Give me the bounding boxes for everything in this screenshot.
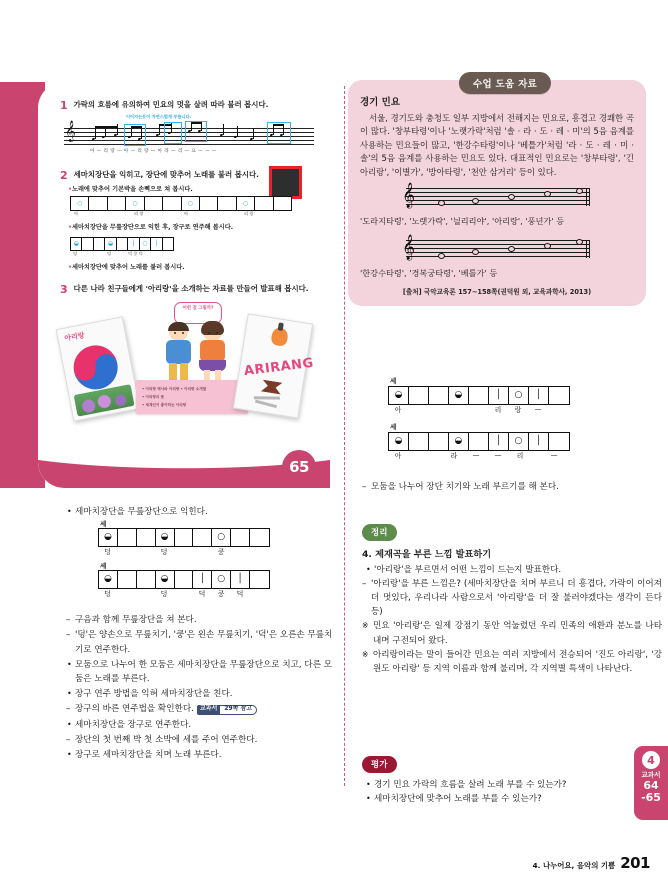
- poster-right-title: ARIRANG: [243, 355, 315, 380]
- list-item: • 모둠으로 나누어 한 모둠은 세마치장단을 무릎장단으로 치고, 다른 모둠은 노래를 부른다.: [66, 658, 338, 686]
- rhythm-label: —: [534, 405, 542, 413]
- rhythm-grid-2: [388, 432, 570, 451]
- rhythm-mark-2: 세: [100, 562, 106, 571]
- score-highlight-1: [124, 124, 146, 146]
- inset-item-2-number: 2: [60, 169, 68, 182]
- note-sol: [576, 239, 583, 245]
- poster-arirang-korean: [56, 316, 141, 421]
- rhythm-cell: │: [231, 571, 250, 588]
- help-card-pill-label: 수업 도움 자료: [459, 72, 551, 94]
- summary-line: ※ 아리랑이라는 말이 들어간 민요는 여러 지방에서 전승되어 '진도 아리랑', '강원도 아리랑' 등 지역 이름과 함께 불리며, 각 지역별 특색이 나타난다.: [362, 648, 662, 676]
- janggu-body-illustration: [261, 380, 283, 395]
- list-item-with-ref: [66, 702, 338, 716]
- rhythm-cell: ◒: [99, 529, 118, 546]
- footer-chapter: 4. 나누어요, 음악의 기쁨: [532, 861, 616, 870]
- rhythm-cell: ◒: [389, 387, 409, 404]
- evaluation-item: • 세마치장단에 맞추어 노래를 부를 수 있는가?: [365, 792, 652, 806]
- note-sol: [438, 200, 445, 206]
- unit-side-tab[interactable]: [634, 746, 668, 820]
- speech-bubble-text: 어떤 걸 그릴까?: [182, 306, 214, 311]
- rhythm-cell: │: [193, 571, 212, 588]
- rhythm-label: —: [472, 451, 480, 459]
- rhythm-cell: │: [529, 433, 549, 450]
- taegeuk-symbol: [70, 342, 122, 394]
- inset-item-3: [60, 284, 324, 295]
- inset-grid1-label-2: 아: [184, 211, 189, 216]
- reference-tag-label: 교과서: [197, 705, 220, 715]
- list-item: – 구음과 함께 무릎장단을 쳐 본다.: [66, 613, 338, 627]
- rhythm-cell: [175, 529, 194, 546]
- list-item: – 장단의 첫 번째 박 첫 소박에 세를 주어 연주한다.: [66, 733, 338, 747]
- rhythm-cell: ○: [212, 571, 231, 588]
- rhythm-cell: ○: [509, 387, 529, 404]
- inset-sub-1-text: 노래에 맞추어 기본박을 손뼉으로 쳐 봅시다.: [71, 186, 193, 193]
- rhythm-labels-1: [98, 547, 270, 558]
- help-card-source: [출처] 국악교육론 157~158쪽(권덕원 외, 교육과학사, 2013): [402, 288, 592, 297]
- rhythm-cell: ◒: [389, 433, 409, 450]
- rhythm-cell: [429, 433, 449, 450]
- rhythm-label: 덩: [160, 548, 168, 557]
- inset-staff-1: [64, 114, 314, 154]
- note-mi: [544, 243, 551, 249]
- unit-number-badge: 4: [642, 751, 660, 769]
- right-rhythm-block-1: [388, 377, 570, 416]
- bullet-dot-icon: •: [68, 224, 72, 231]
- note-do: [508, 194, 515, 200]
- rhythm-cell: [250, 571, 269, 588]
- rhythm-cell: [231, 529, 250, 546]
- rhythm-cell: [118, 529, 137, 546]
- rhythm-labels-2: [98, 589, 270, 600]
- inset-sub-2-text: 세마치장단을 무릎장단으로 익힌 후, 장구로 연주해 봅시다.: [71, 224, 234, 231]
- inset-item-1-number: 1: [60, 99, 68, 112]
- rhythm-labels-2: [388, 451, 570, 462]
- rhythm-label: 리: [494, 406, 502, 414]
- kid-boy: [162, 324, 196, 386]
- rhythm-label: 리: [516, 452, 524, 460]
- textbook-inset-inner: [38, 82, 330, 488]
- right-rhythm-block-2: [388, 423, 570, 462]
- rhythm-cell: ◒: [449, 433, 469, 450]
- rhythm-label: 쿵: [217, 590, 225, 599]
- help-resource-card: [348, 80, 646, 306]
- inset-rhythm-grid-1: ○ ○ ○ ○: [70, 196, 292, 211]
- side-tab-page-from: 64: [643, 779, 659, 792]
- rhythm-label: 덩: [160, 590, 168, 599]
- page-footer: [532, 854, 650, 872]
- list-item: • 장구로 세마치장단을 치며 노래 부른다.: [66, 748, 338, 762]
- help-staff-2: [360, 237, 634, 263]
- list-item: – '덩'은 양손으로 무릎치기, '쿵'은 왼손 무릎치기, '덕'은 오른손 무릎치기로 연주한다.: [66, 628, 338, 656]
- rhythm-label: 라: [450, 452, 458, 460]
- left-rhythm-block-2: [98, 562, 270, 600]
- list-item: • 세마치장단을 장구로 연주한다.: [66, 718, 338, 732]
- poster-left-title: 아리랑: [63, 331, 86, 343]
- rhythm-label: 덩: [104, 590, 111, 599]
- reference-tag-value: 29쪽 참고: [220, 705, 257, 715]
- inset-item-1: [60, 100, 320, 111]
- evaluation-pill-label: 평가: [362, 756, 397, 773]
- left-column-body: [66, 505, 338, 763]
- rhythm-cell: [469, 387, 489, 404]
- inset-grid2-label-1: 덩: [107, 251, 112, 256]
- note-do: [472, 249, 479, 255]
- score-highlight-2: [164, 122, 182, 144]
- help-staff-2-caption: '한강수타령', '경복궁타령', '베틀가' 등: [360, 268, 498, 279]
- summary-section: [362, 520, 662, 676]
- right-column: [342, 0, 668, 886]
- list-item: • 장구 연주 방법을 익혀 세마치장단을 친다.: [66, 687, 338, 701]
- rhythm-cell: │: [489, 387, 509, 404]
- rhythm-label: 덩: [104, 548, 111, 557]
- evaluation-item: • 경기 민요 가락의 흐름을 살려 노래 부를 수 있는가?: [365, 778, 652, 792]
- rhythm-label: 덕: [236, 590, 244, 599]
- rhythm-grid-2: [98, 570, 270, 589]
- inset-lyrics-1: 아 — 리 랑 — 아 — 리 랑 — 아 라 — 리 — 요 — — —: [90, 149, 217, 154]
- inset-sub-2: [68, 224, 233, 232]
- info-banner: [136, 380, 248, 414]
- rhythm-cell: ◒: [156, 529, 175, 546]
- arirang-illustration: [56, 300, 314, 430]
- rhythm-label: 아: [394, 406, 402, 414]
- rhythm-cell: │: [529, 387, 549, 404]
- rhythm-cell: [429, 387, 449, 404]
- inset-sub-3-text: 세마치장단에 맞추어 노래를 불러 봅시다.: [71, 264, 185, 271]
- rhythm-labels-1: [388, 405, 570, 416]
- poster-arirang-english: [233, 313, 313, 418]
- help-staff-1-caption: '도라지타령', '노랫가락', '늴리리야', '아리랑', '풍년가' 등: [360, 216, 565, 227]
- inset-grid1-label-3: 리 랑: [244, 211, 254, 216]
- inset-item-3-number: 3: [60, 283, 68, 296]
- score-highlight-3: [185, 121, 207, 142]
- footer-page-number: 201: [620, 854, 650, 872]
- help-card-body: 서울, 경기도와 충청도 일부 지방에서 전해지는 민요로, 흥겹고 경쾌한 곡이 많다. '창부타령'이나 '노랫가락'처럼 '솔 · 라 · 도 · 레 · 미'의 5음 음계를 사용하는 민요들이 많고, '한강수타령'이나 '베틀가'처럼 '라 · 도 · 레 · 미 · 솔'의 5음 음계를 사용하는 민요도 있다. 대표적인 민요로는 '창부타령', '긴아리랑', '이별가', '방아타령', '천안 삼거리' 등이 있다.: [360, 113, 634, 177]
- treble-clef-icon: 𝄞: [402, 235, 416, 261]
- score-highlight-4: [267, 122, 291, 144]
- rhythm-cell: ○: [509, 433, 529, 450]
- inset-page-number: 65: [282, 450, 316, 484]
- reference-tag[interactable]: [197, 705, 257, 715]
- inset-grid1-label-1: 리 랑: [134, 211, 144, 216]
- bullet-dot-icon: •: [68, 264, 72, 271]
- rhythm-cell: [549, 433, 569, 450]
- summary-line: – '아리랑'을 부른 느낌은? (세마치장단을 치며 부르니 더 흥겹다, 가락이 이어져 더 멋있다, 우리나라 사람으로서 '아리랑'을 더 잘 불러야겠다는 생각이 든다 등): [362, 577, 662, 620]
- side-tab-page-to: -65: [641, 791, 661, 804]
- rhythm-cell: [175, 571, 194, 588]
- note-re: [544, 191, 551, 197]
- kid-girl: [196, 324, 230, 386]
- rhythm-cell: [549, 387, 569, 404]
- inset-item-1-text: 가락의 흐름에 유의하여 민요의 멋을 살려 따라 불러 봅시다.: [73, 100, 269, 109]
- red-attention-marker: [269, 166, 302, 199]
- score-annotation: 이어지는듯이 자연스럽게 부릅니다.: [126, 114, 192, 119]
- summary-line: ※ 민요 '아리랑'은 일제 강점기 동안 억눌렸던 우리 민족의 애환과 분노를 나타내며 구전되어 왔다.: [362, 619, 662, 647]
- inset-sub-1: [68, 186, 193, 194]
- treble-clef-icon: 𝄞: [65, 121, 76, 142]
- rhythm-cell: [118, 571, 137, 588]
- rhythm-cell: [137, 529, 156, 546]
- inset-sub-3: [68, 264, 185, 272]
- inset-item-2-text: 세마치장단을 익히고, 장단에 맞추어 노래를 불러 봅시다.: [73, 170, 259, 179]
- rhythm-cell: [137, 571, 156, 588]
- rhythm-mark-1: 세: [390, 377, 396, 385]
- treble-clef-icon: 𝄞: [402, 183, 416, 209]
- summary-heading: 4. 제재곡을 부른 느낌 발표하기: [362, 548, 492, 560]
- inset-grid2-label-2: 덕 쿵 덕: [128, 251, 143, 256]
- left-rhythm-block-1: [98, 520, 270, 558]
- rhythm-grid-1: [388, 386, 570, 405]
- rhythm-cell: [250, 529, 269, 546]
- note-la: [472, 198, 479, 204]
- note-mi: [576, 188, 583, 194]
- textbook-inset-card: [38, 82, 330, 488]
- rhythm-label: 덕: [198, 590, 206, 599]
- note-la: [438, 253, 445, 259]
- summary-pill-label: 정리: [362, 524, 397, 541]
- left-intro-bullet: • 세마치장단을 무릎장단으로 익힌다.: [66, 505, 338, 519]
- banner-line-2: • 세계인이 좋아하는 아리랑: [142, 403, 187, 407]
- list-item-text: 장구의 바른 연주법을 확인한다.: [75, 704, 194, 715]
- rhythm-mark-1: 세: [100, 520, 106, 529]
- inset-item-3-text: 다른 나라 친구들에게 '아리랑'을 소개하는 자료를 만들어 발표해 봅시다.: [73, 284, 309, 293]
- after-grid-note: – 모둠을 나누어 장단 치기와 노래 부르기를 해 본다.: [362, 480, 667, 494]
- rhythm-label: —: [550, 451, 558, 459]
- inset-grid1-label-0: 아: [74, 211, 79, 216]
- banner-line-1: • 아리랑의 뜻: [142, 395, 165, 399]
- bullet-dot-icon: •: [68, 186, 72, 193]
- rhythm-cell: ◒: [99, 571, 118, 588]
- summary-line: • '아리랑'을 부르면서 어떤 느낌이 드는지 발표한다.: [365, 563, 662, 577]
- banner-line-0: • 아리랑 역사와 아리랑 • 아리랑 소개말: [142, 387, 207, 391]
- rhythm-mark-2: 세: [390, 423, 396, 431]
- evaluation-section: [362, 752, 652, 806]
- help-staff-1: [360, 185, 634, 211]
- rhythm-label: —: [494, 451, 502, 459]
- rhythm-cell: ◒: [449, 387, 469, 404]
- rhythm-cell: ○: [212, 529, 231, 546]
- rhythm-cell: [193, 529, 212, 546]
- rhythm-cell: │: [489, 433, 509, 450]
- note-re: [508, 246, 515, 252]
- side-tab-label: 교과서: [641, 771, 661, 779]
- marker-core: [272, 169, 299, 196]
- rhythm-label: 아: [394, 452, 402, 460]
- rhythm-cell: [409, 433, 429, 450]
- help-card-title: 경기 민요: [360, 97, 401, 108]
- rhythm-cell: [409, 387, 429, 404]
- rhythm-cell: [469, 433, 489, 450]
- left-bullet-list: [66, 613, 338, 762]
- rhythm-label: 랑: [514, 406, 522, 414]
- rhythm-label: 쿵: [217, 548, 225, 557]
- rhythm-cell: ◒: [156, 571, 175, 588]
- rhythm-grid-1: [98, 528, 270, 547]
- inset-grid2-label-0: 덩: [73, 251, 78, 256]
- inset-rhythm-grid-2: ◒ ◒ │ ○ │: [70, 237, 174, 251]
